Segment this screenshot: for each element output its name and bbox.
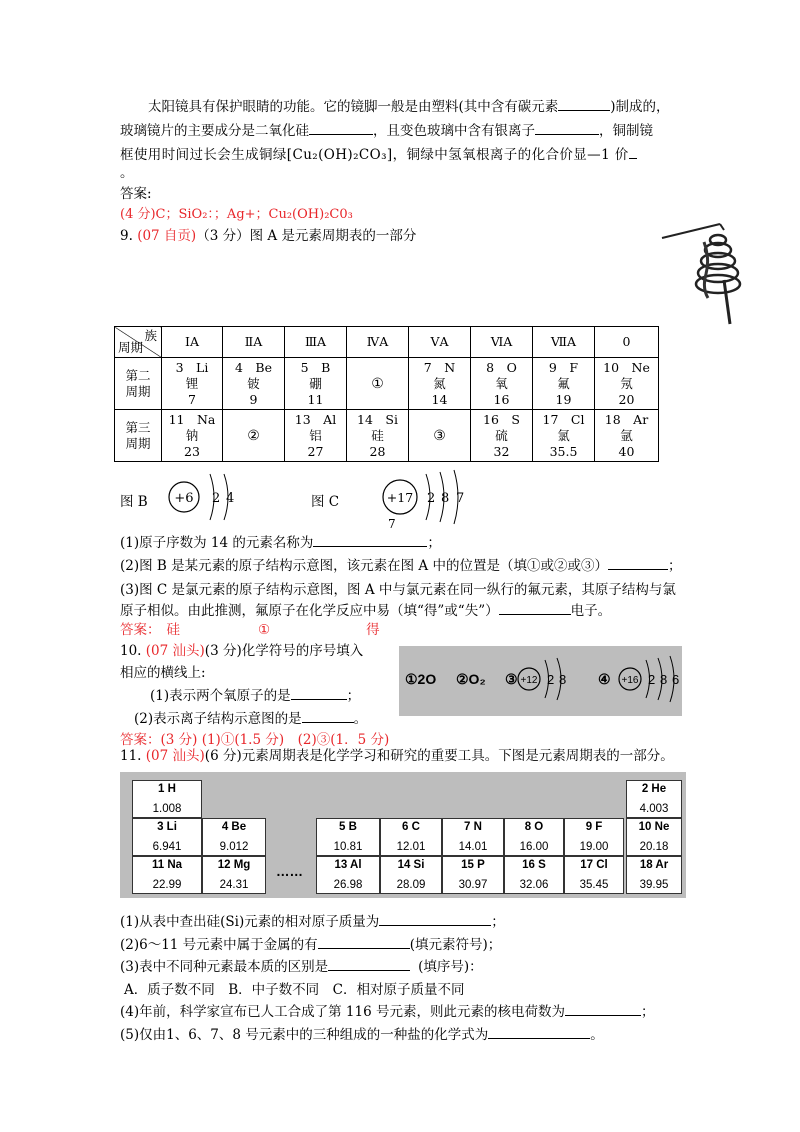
- intro-period: 。: [120, 165, 134, 181]
- q9-blank-1[interactable]: [313, 533, 427, 547]
- group-header: ⅡA: [223, 327, 285, 358]
- element-s: 16 S 32.06: [504, 856, 564, 894]
- q9-sub1: (1)原子序数为 14 的元素名称为 ；: [120, 535, 441, 551]
- answer-text: (4 分)C；SiO₂：；Ag+；Cu₂(OH)₂C0₃: [120, 207, 353, 222]
- figure-c-shell-3: 7: [456, 491, 465, 506]
- symbol-4-shell-1: 2: [648, 672, 656, 687]
- element-cl: 17 Cl 35.45: [564, 856, 624, 894]
- group-header: ⅦA: [533, 327, 595, 358]
- element-f: 9 F 19.00: [564, 818, 624, 856]
- symbol-2: ②O₂: [456, 671, 486, 687]
- element-na: 11 Na 22.99: [132, 856, 202, 894]
- period-3-row: [115, 410, 659, 462]
- intro-line-1: [148, 97, 670, 117]
- group-header: 0: [595, 327, 659, 358]
- element-ar: 18 Ar 39.95: [626, 856, 682, 894]
- element-cell: 11 Na 钠 23: [162, 410, 223, 462]
- intro-text: 玻璃镜片的主要成分是二氧化硅: [120, 123, 309, 139]
- figure-b-shell-2: 4: [226, 491, 235, 506]
- question-number: 9.: [120, 228, 133, 244]
- period-2-row: [115, 358, 659, 410]
- q11-options: A．质子数不同 B．中子数不同 C．相对原子质量不同: [124, 982, 465, 998]
- symbol-1: ①2O: [405, 671, 437, 687]
- blank-sio2[interactable]: [309, 121, 373, 135]
- intro-text: 框使用时间过长会生成铜绿[Cu₂(OH)₂CO₃]，铜绿中氢氧根离子的化合价显—1 价: [120, 147, 629, 163]
- answer-label: 答案:: [120, 186, 152, 202]
- intro-text: 太阳镜具有保护眼睛的功能。它的镜脚一般是由塑料(其中含有碳元素: [148, 99, 559, 115]
- element-cell: 13 Al 铝 27: [285, 410, 347, 462]
- element-cell: 5 B 硼 11: [285, 358, 347, 410]
- symbol-4-mark: ④: [598, 671, 611, 687]
- figure-b-shell-1: 2: [212, 491, 221, 506]
- corner-header: [115, 327, 162, 358]
- group-header: ⅣA: [347, 327, 409, 358]
- period-label: 第二 周期: [115, 358, 162, 410]
- element-cell: 9 F 氟 19: [533, 358, 595, 410]
- q10-sub2: (2)表示离子结构示意图的是 。: [134, 711, 368, 727]
- unknown-cell-2: ②: [223, 410, 285, 462]
- element-cell: 16 S 硫 32: [471, 410, 533, 462]
- symbol-4-shell-2: 8: [660, 672, 668, 687]
- q9-sub3-cont: 原子相似。由此推测，氟原子在化学反应中易（填“得”或“失”） 电子。: [120, 603, 612, 619]
- question-text: （3 分）图 A 是元素周期表的一部分: [196, 228, 417, 244]
- q10-symbols-image: [399, 646, 682, 716]
- blank-carbon[interactable]: [558, 97, 610, 111]
- q11-periodic-table-image: [120, 772, 686, 898]
- q10-answer: 答案：(3 分) (1)①(1.5 分) (2)③(1．5 分): [120, 732, 390, 748]
- q10-title: 10. (07 汕头)(3 分)化学符号的序号填入: [120, 643, 364, 659]
- q10-text-2: 相应的横线上:: [120, 665, 206, 681]
- ellipsis: ……: [276, 864, 303, 879]
- element-h: 1 H 1.008: [132, 780, 202, 818]
- q10-blank-1[interactable]: [291, 686, 347, 700]
- figure-c-shell-2: 8: [441, 491, 450, 506]
- header-zhouqi: 周期: [118, 340, 144, 355]
- header-zu: 族: [144, 328, 157, 343]
- spring-coil-image: [660, 218, 746, 330]
- symbol-3-mark: ③: [505, 671, 518, 687]
- intro-text: ，铜制镜: [599, 123, 653, 139]
- element-p: 15 P 30.97: [442, 856, 504, 894]
- q11-blank-4[interactable]: [565, 1002, 641, 1016]
- figure-b-label: 图 B: [120, 494, 148, 510]
- element-c: 6 C 12.01: [380, 818, 442, 856]
- unknown-cell-3: ③: [409, 410, 471, 462]
- element-ne: 10 Ne 20.18: [626, 818, 682, 856]
- element-cell: 17 Cl 氯 35.5: [533, 410, 595, 462]
- question-source: (07 自贡): [137, 228, 197, 244]
- group-header: ⅥA: [471, 327, 533, 358]
- period-label: 第三 周期: [115, 410, 162, 462]
- group-header: ⅢA: [285, 327, 347, 358]
- figure-c-label: 图 C: [311, 494, 340, 510]
- element-cell: 7 N 氮 14: [409, 358, 471, 410]
- element-mg: 12 Mg 24.31: [202, 856, 266, 894]
- unknown-cell-1: ①: [347, 358, 409, 410]
- element-be: 4 Be 9.012: [202, 818, 266, 856]
- figure-c-atom-diagram: [374, 466, 474, 532]
- group-header: ⅤA: [409, 327, 471, 358]
- q10-blank-2[interactable]: [302, 709, 354, 723]
- q11-sub2: (2)6～11 号元素中属于金属的有 (填元素符号)；: [120, 937, 502, 953]
- q11-sub5: (5)仅由1、6、7、8 号元素中的三种组成的一种盐的化学式为 。: [120, 1027, 604, 1043]
- q11-sub4: (4)年前，科学家宣布已人工合成了第 116 号元素，则此元素的核电荷数为 ；: [120, 1004, 655, 1020]
- figure-c-shell-1: 2: [427, 491, 436, 506]
- element-cell: 14 Si 硅 28: [347, 410, 409, 462]
- figure-c-extra: 7: [388, 517, 396, 531]
- q11-title: 11. (07 汕头)(6 分)元素周期表是化学学习和研究的重要工具。下图是元素周期表的一部分。: [120, 748, 674, 764]
- element-he: 2 He 4.003: [626, 780, 682, 818]
- q9-title: [120, 226, 416, 246]
- q11-blank-2[interactable]: [318, 935, 410, 949]
- q11-sub3: (3)表中不同种元素最本质的区别是 (填序号)：: [120, 959, 483, 975]
- q10-sub1: (1)表示两个氧原子的是 ；: [150, 688, 361, 704]
- symbol-4-shell-3: 6: [672, 672, 680, 687]
- figure-c-nucleus: +17: [386, 490, 414, 505]
- q9-blank-2[interactable]: [608, 556, 668, 570]
- element-n: 7 N 14.01: [442, 818, 504, 856]
- blank-ag[interactable]: [535, 121, 599, 135]
- intro-text: ，且变色玻璃中含有银离子: [373, 123, 535, 139]
- element-cell: 8 O 氧 16: [471, 358, 533, 410]
- intro-line-3: [120, 145, 637, 165]
- symbol-3-nucleus: +12: [520, 675, 538, 686]
- periodic-table-a: [114, 326, 659, 462]
- element-si: 14 Si 28.09: [380, 856, 442, 894]
- q9-sub2: (2)图 B 是某元素的原子结构示意图，该元素在图 A 中的位置是（填①或②或③） ；: [120, 558, 682, 574]
- q9-blank-3[interactable]: [499, 601, 571, 615]
- figure-b-atom-diagram: [160, 470, 250, 524]
- symbol-3-shell-2: 8: [559, 672, 567, 687]
- blank-valence[interactable]: [629, 145, 637, 159]
- intro-text: )制成的，: [610, 99, 670, 115]
- element-li: 3 Li 6.941: [132, 818, 202, 856]
- q9-sub3: (3)图 C 是氯元素的原子结构示意图，图 A 中与氯元素在同一纵行的氟元素，其原子结构与氯: [120, 582, 676, 598]
- element-b: 5 B 10.81: [316, 818, 380, 856]
- element-al: 13 Al 26.98: [316, 856, 380, 894]
- symbol-4-nucleus: +16: [621, 675, 639, 686]
- group-header: ⅠA: [162, 327, 223, 358]
- element-cell: 3 Li 锂 7: [162, 358, 223, 410]
- figure-b-nucleus: +6: [174, 491, 194, 506]
- q9-answer: 答案： 硅 ① 得: [120, 622, 380, 638]
- q11-blank-1[interactable]: [379, 912, 491, 926]
- element-o: 8 O 16.00: [504, 818, 564, 856]
- q11-blank-5[interactable]: [488, 1025, 590, 1039]
- q11-blank-3[interactable]: [328, 957, 410, 971]
- symbol-3-shell-1: 2: [547, 672, 555, 687]
- q11-sub1: (1)从表中查出硅(Si)元素的相对原子质量为 ；: [120, 914, 505, 930]
- element-cell: 18 Ar 氩 40: [595, 410, 659, 462]
- element-cell: 4 Be 铍 9: [223, 358, 285, 410]
- intro-line-2: [120, 121, 653, 141]
- element-cell: 10 Ne 氖 20: [595, 358, 659, 410]
